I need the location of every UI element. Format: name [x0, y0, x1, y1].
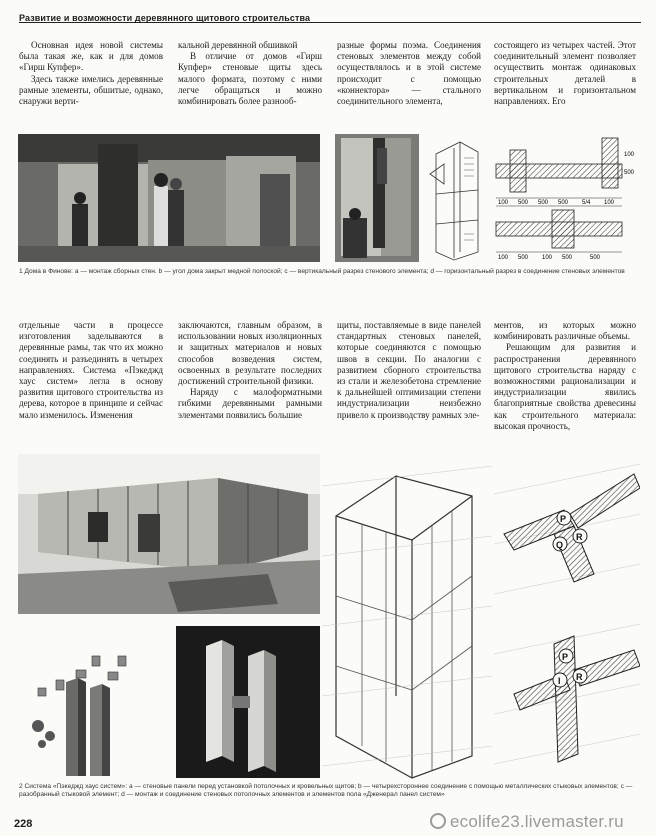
watermark	[430, 812, 624, 832]
paragraph: Решающим для развития и распространения деревянного щитового строительства наряду с возможностями рационализации и индустриализации явились благоприятные свойства древесины как строительного материала: высокая прочность,	[494, 342, 636, 431]
figure2-photo-a	[18, 454, 320, 614]
paragraph: В отличие от домов «Гирш Купфер» стеновые щиты здесь малого формата, поэтому с ними легче обращаться и можно комбинировать более разнооб-	[178, 51, 322, 107]
watermark-logo-icon	[430, 813, 446, 829]
dimension-label: 500	[624, 170, 635, 176]
top-column-3	[337, 40, 481, 107]
figure1-caption: 1 Дома в Финове: а — монтаж сборных стен. b — угол дома закрыт медной полоской; с — вертикальный разрез стенового элемента; d — горизонтальный разрез в соединение стеновых элементов	[19, 268, 625, 275]
page-number: 228	[14, 818, 33, 830]
top-column-4	[494, 40, 636, 107]
paragraph: Здесь также имелись деревянные рамные элементы, обшитые, однако, снаружи верти-	[19, 73, 163, 107]
dimension-label: 500	[590, 255, 601, 261]
figure2-caption: 2 Система «Пэкеджд хаус систем»: а — стеновые панели перед установкой потолочных и кровельных щитов; b — четырехстороннее соединение с помощью металлических стыковых элементов; с — разобранный стыковой элемент; d — монтаж и соединение стеновых потолочных элементов и элементов пола «Дженерал панел систем»	[19, 783, 633, 798]
joint-label: P	[560, 514, 567, 524]
joint-label: Q	[556, 540, 564, 550]
paragraph: ментов, из которых можно комбинировать различные объемы.	[494, 320, 636, 342]
top-column-2	[178, 40, 322, 107]
dimension-label: 100	[604, 200, 615, 206]
middle-column-1	[19, 320, 163, 421]
dimension-label: 500	[558, 200, 569, 206]
paragraph: отдельные части в процессе изготовления заделываются в деревянные рамы, так что их можно соединять и разъединять в четырех направлениях. Система «Пэкеджд хаус систем» легла в основу развития щитового строительства из дерева, которое в принципе и сейчас мало изменилось. Изменения	[19, 320, 163, 420]
dimension-label: 500	[518, 255, 529, 261]
joint-label: I	[558, 676, 561, 686]
running-header	[19, 8, 641, 23]
dimension-label: 100	[498, 200, 509, 206]
paragraph: заключаются, главным образом, в использовании новых изоляционных и защитных материалов и новых способов возведения систем, освоенных в результате последних достижений строительной физики.	[178, 320, 322, 387]
top-column-1	[19, 40, 163, 107]
paragraph: Наряду с малоформатными гибкими деревянными рамными элементами появились большие	[178, 387, 322, 420]
figure2-drawing-c	[494, 454, 640, 780]
paragraph: кальной деревянной обшивкой	[178, 40, 298, 50]
dimension-label: 500	[562, 255, 573, 261]
figure1-drawing-d	[492, 134, 640, 264]
figure2-photo-c	[18, 626, 168, 776]
watermark-text: ecolife23.livemaster.ru	[450, 812, 624, 831]
middle-column-2	[178, 320, 322, 421]
paragraph: состоящего из четырех частей. Этот соединительный элемент позволяет осуществить монтаж одинаковых строительных деталей в вертикальном и горизонтальном направлениях. Его	[494, 40, 636, 107]
joint-label: R	[576, 532, 583, 542]
figure1-photo-a	[18, 134, 320, 262]
dimension-label: 5/4	[582, 200, 591, 206]
dimension-label: 100	[624, 152, 635, 158]
figure1-photo-b	[335, 134, 419, 262]
joint-label: R	[576, 672, 583, 682]
section-title: Развитие и возможности деревянного щитового строительства	[19, 13, 311, 23]
joint-label: P	[562, 652, 569, 662]
dimension-label: 100	[498, 255, 509, 261]
dimension-label: 100	[542, 255, 553, 261]
figure1-drawing-c	[424, 134, 486, 262]
paragraph: щиты, поставляемые в виде панелей стандартных стеновых панелей, которые соединяются с помощью швов в секции. По аналогии с развитием сборного строительства из стали и железобетона стремление к дальнейшей оптимизации степени индустриализации неизбежно привело к производству рамных эле-	[337, 320, 481, 420]
paragraph: Основная идея новой системы была такая же, как и для домов «Гирш Купфер».	[19, 40, 163, 73]
dimension-label: 500	[518, 200, 529, 206]
figure2-drawing-b	[322, 456, 492, 780]
middle-column-3	[337, 320, 481, 421]
figure2-photo-d	[176, 626, 320, 778]
middle-column-4	[494, 320, 636, 432]
paragraph: разные формы поэма. Соединения стеновых элементов между собой осуществлялось и в этой системе происходит с помощью «коннектора» — стального соединительного элемента,	[337, 40, 481, 107]
dimension-label: 500	[538, 200, 549, 206]
